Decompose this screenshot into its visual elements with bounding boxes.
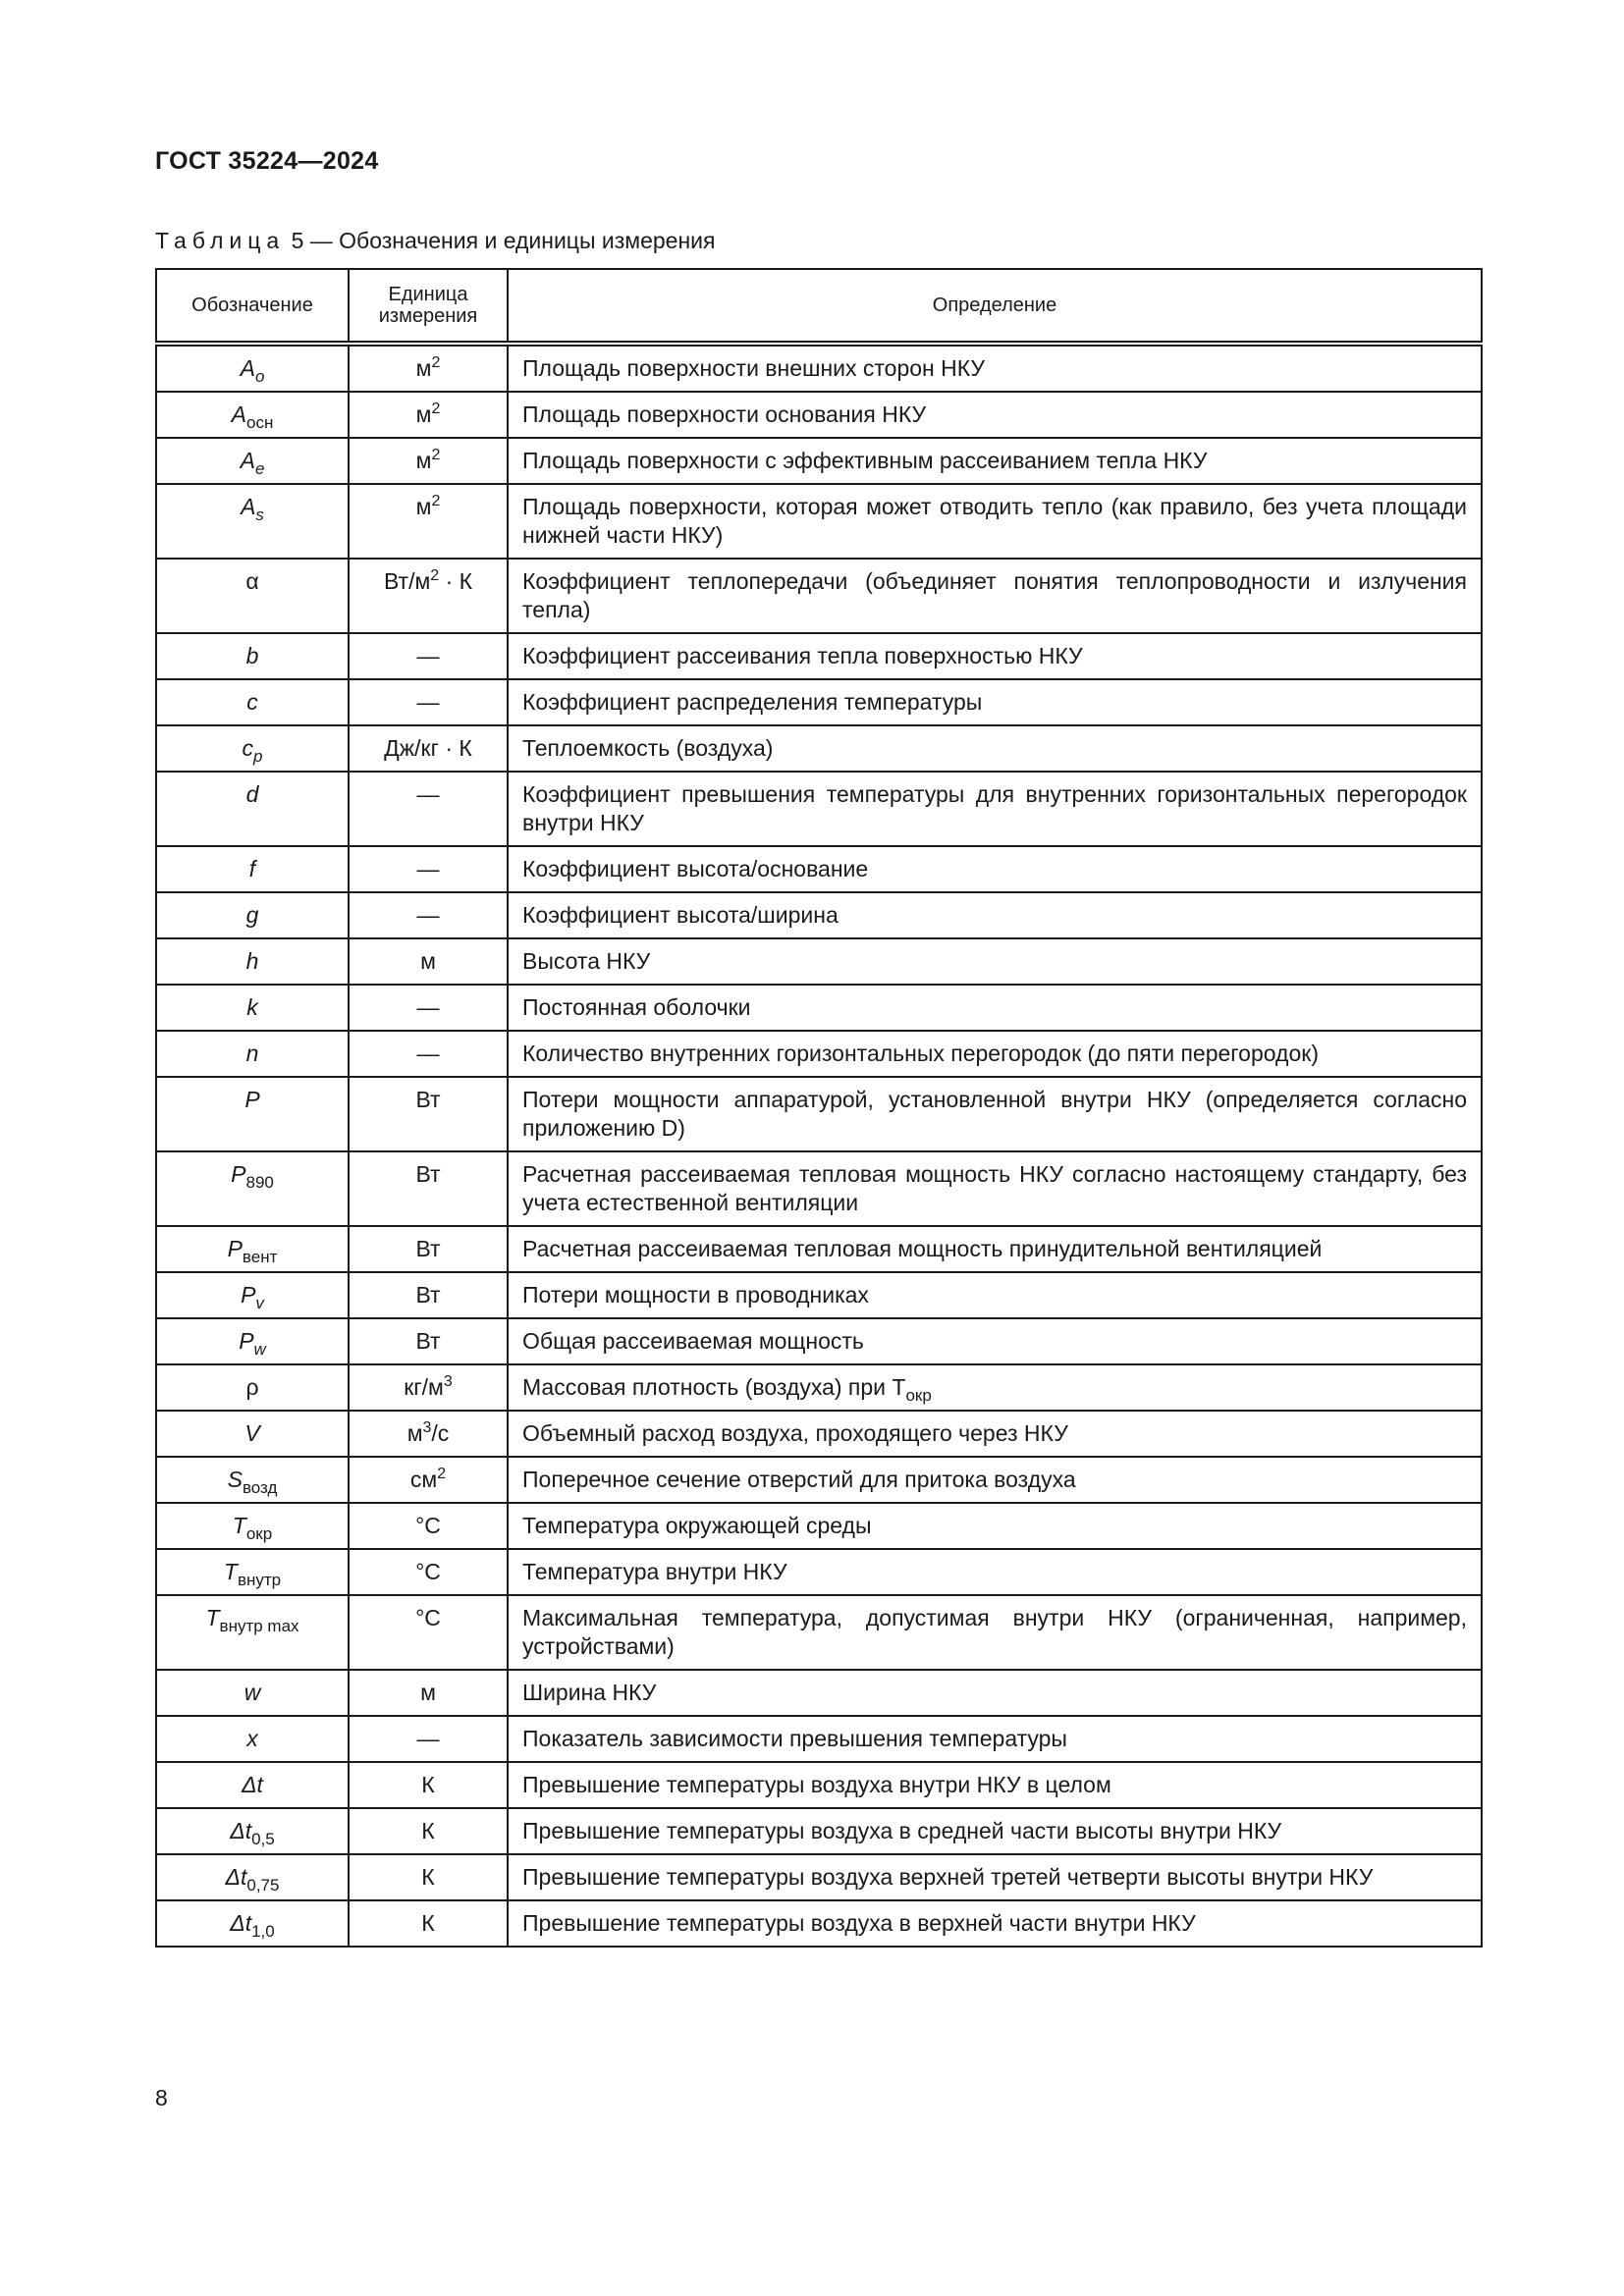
unit-cell xyxy=(349,1151,508,1226)
unit-text: — xyxy=(416,689,440,715)
page-number: 8 xyxy=(155,2085,168,2110)
symbol-cell xyxy=(156,1151,349,1226)
table-caption xyxy=(155,228,715,254)
unit-superscript: 2 xyxy=(431,493,441,509)
definition-text: Коэффициент высота/ширина xyxy=(522,902,839,928)
definition-text: Превышение температуры воздуха в верхней части внутри НКУ xyxy=(522,1910,1196,1936)
symbol-subscript: внутр max xyxy=(219,1617,299,1635)
table-body xyxy=(156,344,1482,1947)
definition-cell xyxy=(508,938,1482,985)
unit-text: — xyxy=(416,1041,440,1066)
table-row xyxy=(156,559,1482,633)
table-row xyxy=(156,633,1482,679)
definition-text: Площадь поверхности с эффективным рассеиванием тепла НКУ xyxy=(522,448,1208,473)
symbol-cell xyxy=(156,1272,349,1318)
table-row xyxy=(156,679,1482,725)
unit-text: К xyxy=(421,1864,435,1890)
table-row xyxy=(156,772,1482,846)
definition-cell xyxy=(508,344,1482,392)
definition-text: Максимальная температура, допустимая внутри НКУ (ограниченная, например, устройствами) xyxy=(522,1605,1467,1659)
symbol-text: P xyxy=(244,1087,260,1112)
definition-text: Площадь поверхности, которая может отводить тепло (как правило, без учета площади нижней части НКУ) xyxy=(522,494,1467,548)
unit-cell xyxy=(349,344,508,392)
unit-superscript: 3 xyxy=(443,1373,453,1390)
definition-text: Коэффициент распределения температуры xyxy=(522,689,983,715)
definition-cell xyxy=(508,1151,1482,1226)
symbol-text: g xyxy=(245,902,259,928)
table-row xyxy=(156,985,1482,1031)
definition-cell xyxy=(508,484,1482,559)
unit-text: Вт xyxy=(415,1087,441,1112)
table-row xyxy=(156,1595,1482,1670)
unit-text: — xyxy=(416,902,440,928)
unit-text: Дж/кг · К xyxy=(384,735,472,761)
definition-text: Температура окружающей среды xyxy=(522,1513,872,1538)
definition-text: Расчетная рассеиваемая тепловая мощность НКУ согласно настоящему стандарту, без учета естественной вентиляции xyxy=(522,1161,1467,1215)
unit-superscript: 3 xyxy=(422,1419,432,1436)
unit-cell xyxy=(349,1364,508,1411)
table-row xyxy=(156,438,1482,484)
definition-text: Количество внутренних горизонтальных перегородок (до пяти перегородок) xyxy=(522,1041,1319,1066)
definition-cell xyxy=(508,1900,1482,1947)
unit-text: м xyxy=(420,948,436,974)
symbol-text: b xyxy=(245,643,259,668)
symbol-cell xyxy=(156,1670,349,1716)
definition-cell xyxy=(508,392,1482,438)
symbol-cell xyxy=(156,1031,349,1077)
symbol-text: c xyxy=(246,689,258,715)
symbol-subscript: вент xyxy=(242,1248,278,1266)
symbol-cell xyxy=(156,1549,349,1595)
table-row xyxy=(156,846,1482,892)
unit-text: — xyxy=(416,994,440,1020)
unit-cell xyxy=(349,772,508,846)
unit-cell xyxy=(349,559,508,633)
symbol-subscript: s xyxy=(255,506,264,524)
definition-cell xyxy=(508,1272,1482,1318)
unit-text: м xyxy=(406,1420,423,1446)
unit-text: Вт/м xyxy=(383,568,431,594)
unit-cell xyxy=(349,892,508,938)
symbol-text: f xyxy=(248,856,256,881)
table-row xyxy=(156,1318,1482,1364)
table-row xyxy=(156,1151,1482,1226)
unit-text: м xyxy=(415,355,432,381)
unit-cell xyxy=(349,1808,508,1854)
unit-text: м xyxy=(415,448,432,473)
unit-text: — xyxy=(416,856,440,881)
symbol-subscript: осн xyxy=(246,413,274,432)
definition-text: Массовая плотность (воздуха) при T xyxy=(522,1374,906,1400)
unit-text: м xyxy=(415,494,432,519)
symbol-cell xyxy=(156,938,349,985)
symbol-cell xyxy=(156,1808,349,1854)
definition-subscript: окр xyxy=(905,1386,932,1405)
definition-text: Общая рассеиваемая мощность xyxy=(522,1328,864,1354)
symbol-cell xyxy=(156,679,349,725)
symbol-subscript: v xyxy=(255,1294,264,1312)
column-header-unit: Единица измерения xyxy=(349,269,508,344)
definition-text: Коэффициент теплопередачи (объединяет понятия теплопроводности и излучения тепла) xyxy=(522,568,1467,622)
table-row xyxy=(156,1031,1482,1077)
symbol-text: P xyxy=(241,1282,256,1308)
unit-text: — xyxy=(416,1726,440,1751)
definition-cell xyxy=(508,1077,1482,1151)
definition-text: Температура внутри НКУ xyxy=(522,1559,787,1584)
definition-text: Ширина НКУ xyxy=(522,1680,657,1705)
definition-cell xyxy=(508,1595,1482,1670)
caption-number: 5 xyxy=(291,228,304,253)
symbol-text: T xyxy=(205,1605,220,1630)
definition-text: Поперечное сечение отверстий для притока воздуха xyxy=(522,1467,1076,1492)
unit-cell xyxy=(349,1716,508,1762)
unit-text: Вт xyxy=(415,1161,441,1187)
definition-cell xyxy=(508,1762,1482,1808)
column-header-symbol: Обозначение xyxy=(156,269,349,344)
symbol-text: A xyxy=(240,355,255,381)
symbol-cell xyxy=(156,1762,349,1808)
definition-cell xyxy=(508,1226,1482,1272)
unit-text: К xyxy=(421,1910,435,1936)
unit-text: °С xyxy=(415,1513,441,1538)
symbol-subscript: o xyxy=(254,367,265,386)
symbol-cell xyxy=(156,344,349,392)
symbol-cell xyxy=(156,772,349,846)
unit-cell xyxy=(349,1854,508,1900)
symbol-cell xyxy=(156,1226,349,1272)
symbol-text: V xyxy=(244,1420,260,1446)
unit-superscript: 2 xyxy=(430,567,440,584)
definition-cell xyxy=(508,679,1482,725)
symbol-subscript: 0,75 xyxy=(246,1876,280,1895)
unit-text: см xyxy=(409,1467,438,1492)
symbol-subscript: e xyxy=(254,459,265,478)
symbol-text: Δt xyxy=(225,1864,247,1890)
definition-cell xyxy=(508,1670,1482,1716)
definition-text: Потери мощности аппаратурой, установленной внутри НКУ (определяется согласно приложению D) xyxy=(522,1087,1467,1141)
table-row xyxy=(156,1226,1482,1272)
unit-text: К xyxy=(421,1818,435,1843)
symbol-text: c xyxy=(242,735,254,761)
unit-cell xyxy=(349,484,508,559)
definition-cell xyxy=(508,772,1482,846)
symbol-subscript: внутр xyxy=(237,1571,282,1589)
definition-cell xyxy=(508,438,1482,484)
symbol-cell xyxy=(156,1900,349,1947)
symbol-subscript: p xyxy=(253,747,263,766)
definition-cell xyxy=(508,1031,1482,1077)
symbols-table xyxy=(155,268,1483,1948)
table-row xyxy=(156,1549,1482,1595)
definition-text: Показатель зависимости превышения температуры xyxy=(522,1726,1067,1751)
symbol-subscript: окр xyxy=(245,1524,273,1543)
symbol-text: A xyxy=(241,494,256,519)
table-row xyxy=(156,1272,1482,1318)
definition-cell xyxy=(508,633,1482,679)
definition-text: Высота НКУ xyxy=(522,948,651,974)
symbol-cell xyxy=(156,1077,349,1151)
definition-cell xyxy=(508,1808,1482,1854)
definition-cell xyxy=(508,559,1482,633)
table-header-row xyxy=(156,269,1482,344)
symbol-text: n xyxy=(245,1041,259,1066)
definition-cell xyxy=(508,985,1482,1031)
definition-text: Постоянная оболочки xyxy=(522,994,751,1020)
table-row xyxy=(156,1457,1482,1503)
unit-cell xyxy=(349,938,508,985)
definition-cell xyxy=(508,1457,1482,1503)
unit-cell xyxy=(349,1272,508,1318)
definition-text: Объемный расход воздуха, проходящего через НКУ xyxy=(522,1420,1068,1446)
symbol-cell xyxy=(156,438,349,484)
unit-cell xyxy=(349,985,508,1031)
definition-text: Потери мощности в проводниках xyxy=(522,1282,869,1308)
symbol-text: x xyxy=(246,1726,258,1751)
unit-text: — xyxy=(416,781,440,807)
table-row xyxy=(156,1716,1482,1762)
symbol-cell xyxy=(156,1716,349,1762)
definition-text: Теплоемкость (воздуха) xyxy=(522,735,774,761)
definition-text: Коэффициент высота/основание xyxy=(522,856,869,881)
definition-text: Коэффициент превышения температуры для внутренних горизонтальных перегородок внутри НКУ xyxy=(522,781,1467,835)
symbol-text: w xyxy=(244,1680,261,1705)
unit-cell xyxy=(349,392,508,438)
symbol-subscript: w xyxy=(253,1340,266,1359)
unit-superscript: 2 xyxy=(431,400,441,417)
unit-cell xyxy=(349,1670,508,1716)
symbol-cell xyxy=(156,892,349,938)
symbol-text: Δt xyxy=(242,1772,263,1797)
definition-cell xyxy=(508,1549,1482,1595)
unit-cell xyxy=(349,1503,508,1549)
symbol-text: Δt xyxy=(230,1818,252,1843)
unit-text: — xyxy=(416,643,440,668)
unit-cell xyxy=(349,1411,508,1457)
table-row xyxy=(156,938,1482,985)
symbol-text: A xyxy=(231,401,246,427)
table-row xyxy=(156,1900,1482,1947)
symbol-subscript: 890 xyxy=(245,1173,274,1192)
standard-header: ГОСТ 35224—2024 xyxy=(155,147,379,175)
table-row xyxy=(156,1364,1482,1411)
table-row xyxy=(156,1411,1482,1457)
unit-cell xyxy=(349,1549,508,1595)
definition-text: Расчетная рассеиваемая тепловая мощность принудительной вентиляцией xyxy=(522,1236,1323,1261)
symbol-cell xyxy=(156,846,349,892)
symbol-cell xyxy=(156,1318,349,1364)
symbol-cell xyxy=(156,1595,349,1670)
unit-text: °С xyxy=(415,1605,441,1630)
definition-text: Коэффициент рассеивания тепла поверхностью НКУ xyxy=(522,643,1083,668)
symbol-text: P xyxy=(239,1328,254,1354)
symbol-cell xyxy=(156,1411,349,1457)
symbol-subscript: 0,5 xyxy=(251,1830,275,1848)
table-row xyxy=(156,1077,1482,1151)
symbol-subscript: возд xyxy=(242,1478,278,1497)
definition-text: Площадь поверхности основания НКУ xyxy=(522,401,927,427)
unit-suffix: · К xyxy=(439,568,473,594)
table-row xyxy=(156,1762,1482,1808)
unit-cell xyxy=(349,1457,508,1503)
unit-text: К xyxy=(421,1772,435,1797)
symbol-text: d xyxy=(245,781,259,807)
table-row xyxy=(156,1854,1482,1900)
definition-text: Превышение температуры воздуха в средней части высоты внутри НКУ xyxy=(522,1818,1282,1843)
unit-cell xyxy=(349,725,508,772)
definition-text: Площадь поверхности внешних сторон НКУ xyxy=(522,355,986,381)
symbol-cell xyxy=(156,1364,349,1411)
definition-cell xyxy=(508,1503,1482,1549)
symbol-text: α xyxy=(245,568,259,594)
symbol-text: P xyxy=(227,1236,243,1261)
definition-cell xyxy=(508,892,1482,938)
symbol-cell xyxy=(156,1457,349,1503)
table-row xyxy=(156,392,1482,438)
symbol-text: S xyxy=(227,1467,243,1492)
unit-text: °С xyxy=(415,1559,441,1584)
unit-cell xyxy=(349,1318,508,1364)
symbol-cell xyxy=(156,1854,349,1900)
definition-cell xyxy=(508,1854,1482,1900)
symbol-cell xyxy=(156,1503,349,1549)
table-row xyxy=(156,344,1482,392)
unit-cell xyxy=(349,1077,508,1151)
table-row xyxy=(156,1670,1482,1716)
symbol-cell xyxy=(156,985,349,1031)
unit-superscript: 2 xyxy=(437,1466,447,1482)
unit-cell xyxy=(349,1595,508,1670)
symbol-cell xyxy=(156,725,349,772)
symbol-text: T xyxy=(223,1559,238,1584)
symbol-text: T xyxy=(232,1513,246,1538)
unit-superscript: 2 xyxy=(431,354,441,371)
symbol-subscript: 1,0 xyxy=(251,1922,275,1941)
column-header-definition: Определение xyxy=(508,269,1482,344)
definition-text: Превышение температуры воздуха верхней третей четверти высоты внутри НКУ xyxy=(522,1864,1374,1890)
table-row xyxy=(156,725,1482,772)
symbol-cell xyxy=(156,559,349,633)
unit-cell xyxy=(349,846,508,892)
symbol-text: Δt xyxy=(230,1910,252,1936)
symbol-cell xyxy=(156,484,349,559)
unit-text: Вт xyxy=(415,1282,441,1308)
definition-cell xyxy=(508,1411,1482,1457)
definition-cell xyxy=(508,1318,1482,1364)
unit-cell xyxy=(349,1900,508,1947)
caption-text: — Обозначения и единицы измерения xyxy=(309,228,716,253)
table-row xyxy=(156,892,1482,938)
unit-text: Вт xyxy=(415,1236,441,1261)
definition-cell xyxy=(508,846,1482,892)
caption-label: Таблица xyxy=(155,228,286,253)
unit-cell xyxy=(349,633,508,679)
symbol-cell xyxy=(156,633,349,679)
unit-cell xyxy=(349,1031,508,1077)
symbol-text: A xyxy=(240,448,255,473)
unit-cell xyxy=(349,679,508,725)
unit-text: м xyxy=(415,401,432,427)
definition-cell xyxy=(508,725,1482,772)
unit-text: м xyxy=(420,1680,436,1705)
definition-text: Превышение температуры воздуха внутри НКУ в целом xyxy=(522,1772,1111,1797)
table-row xyxy=(156,1503,1482,1549)
table-row xyxy=(156,484,1482,559)
symbol-text: ρ xyxy=(245,1374,259,1400)
table-row xyxy=(156,1808,1482,1854)
unit-text: Вт xyxy=(415,1328,441,1354)
unit-text: кг/м xyxy=(404,1374,444,1400)
unit-cell xyxy=(349,1762,508,1808)
definition-cell xyxy=(508,1716,1482,1762)
symbol-text: k xyxy=(246,994,258,1020)
definition-cell xyxy=(508,1364,1482,1411)
unit-superscript: 2 xyxy=(431,447,441,463)
unit-cell xyxy=(349,1226,508,1272)
symbol-text: P xyxy=(231,1161,246,1187)
symbol-cell xyxy=(156,392,349,438)
unit-suffix: /с xyxy=(431,1420,450,1446)
unit-cell xyxy=(349,438,508,484)
symbol-text: h xyxy=(245,948,259,974)
